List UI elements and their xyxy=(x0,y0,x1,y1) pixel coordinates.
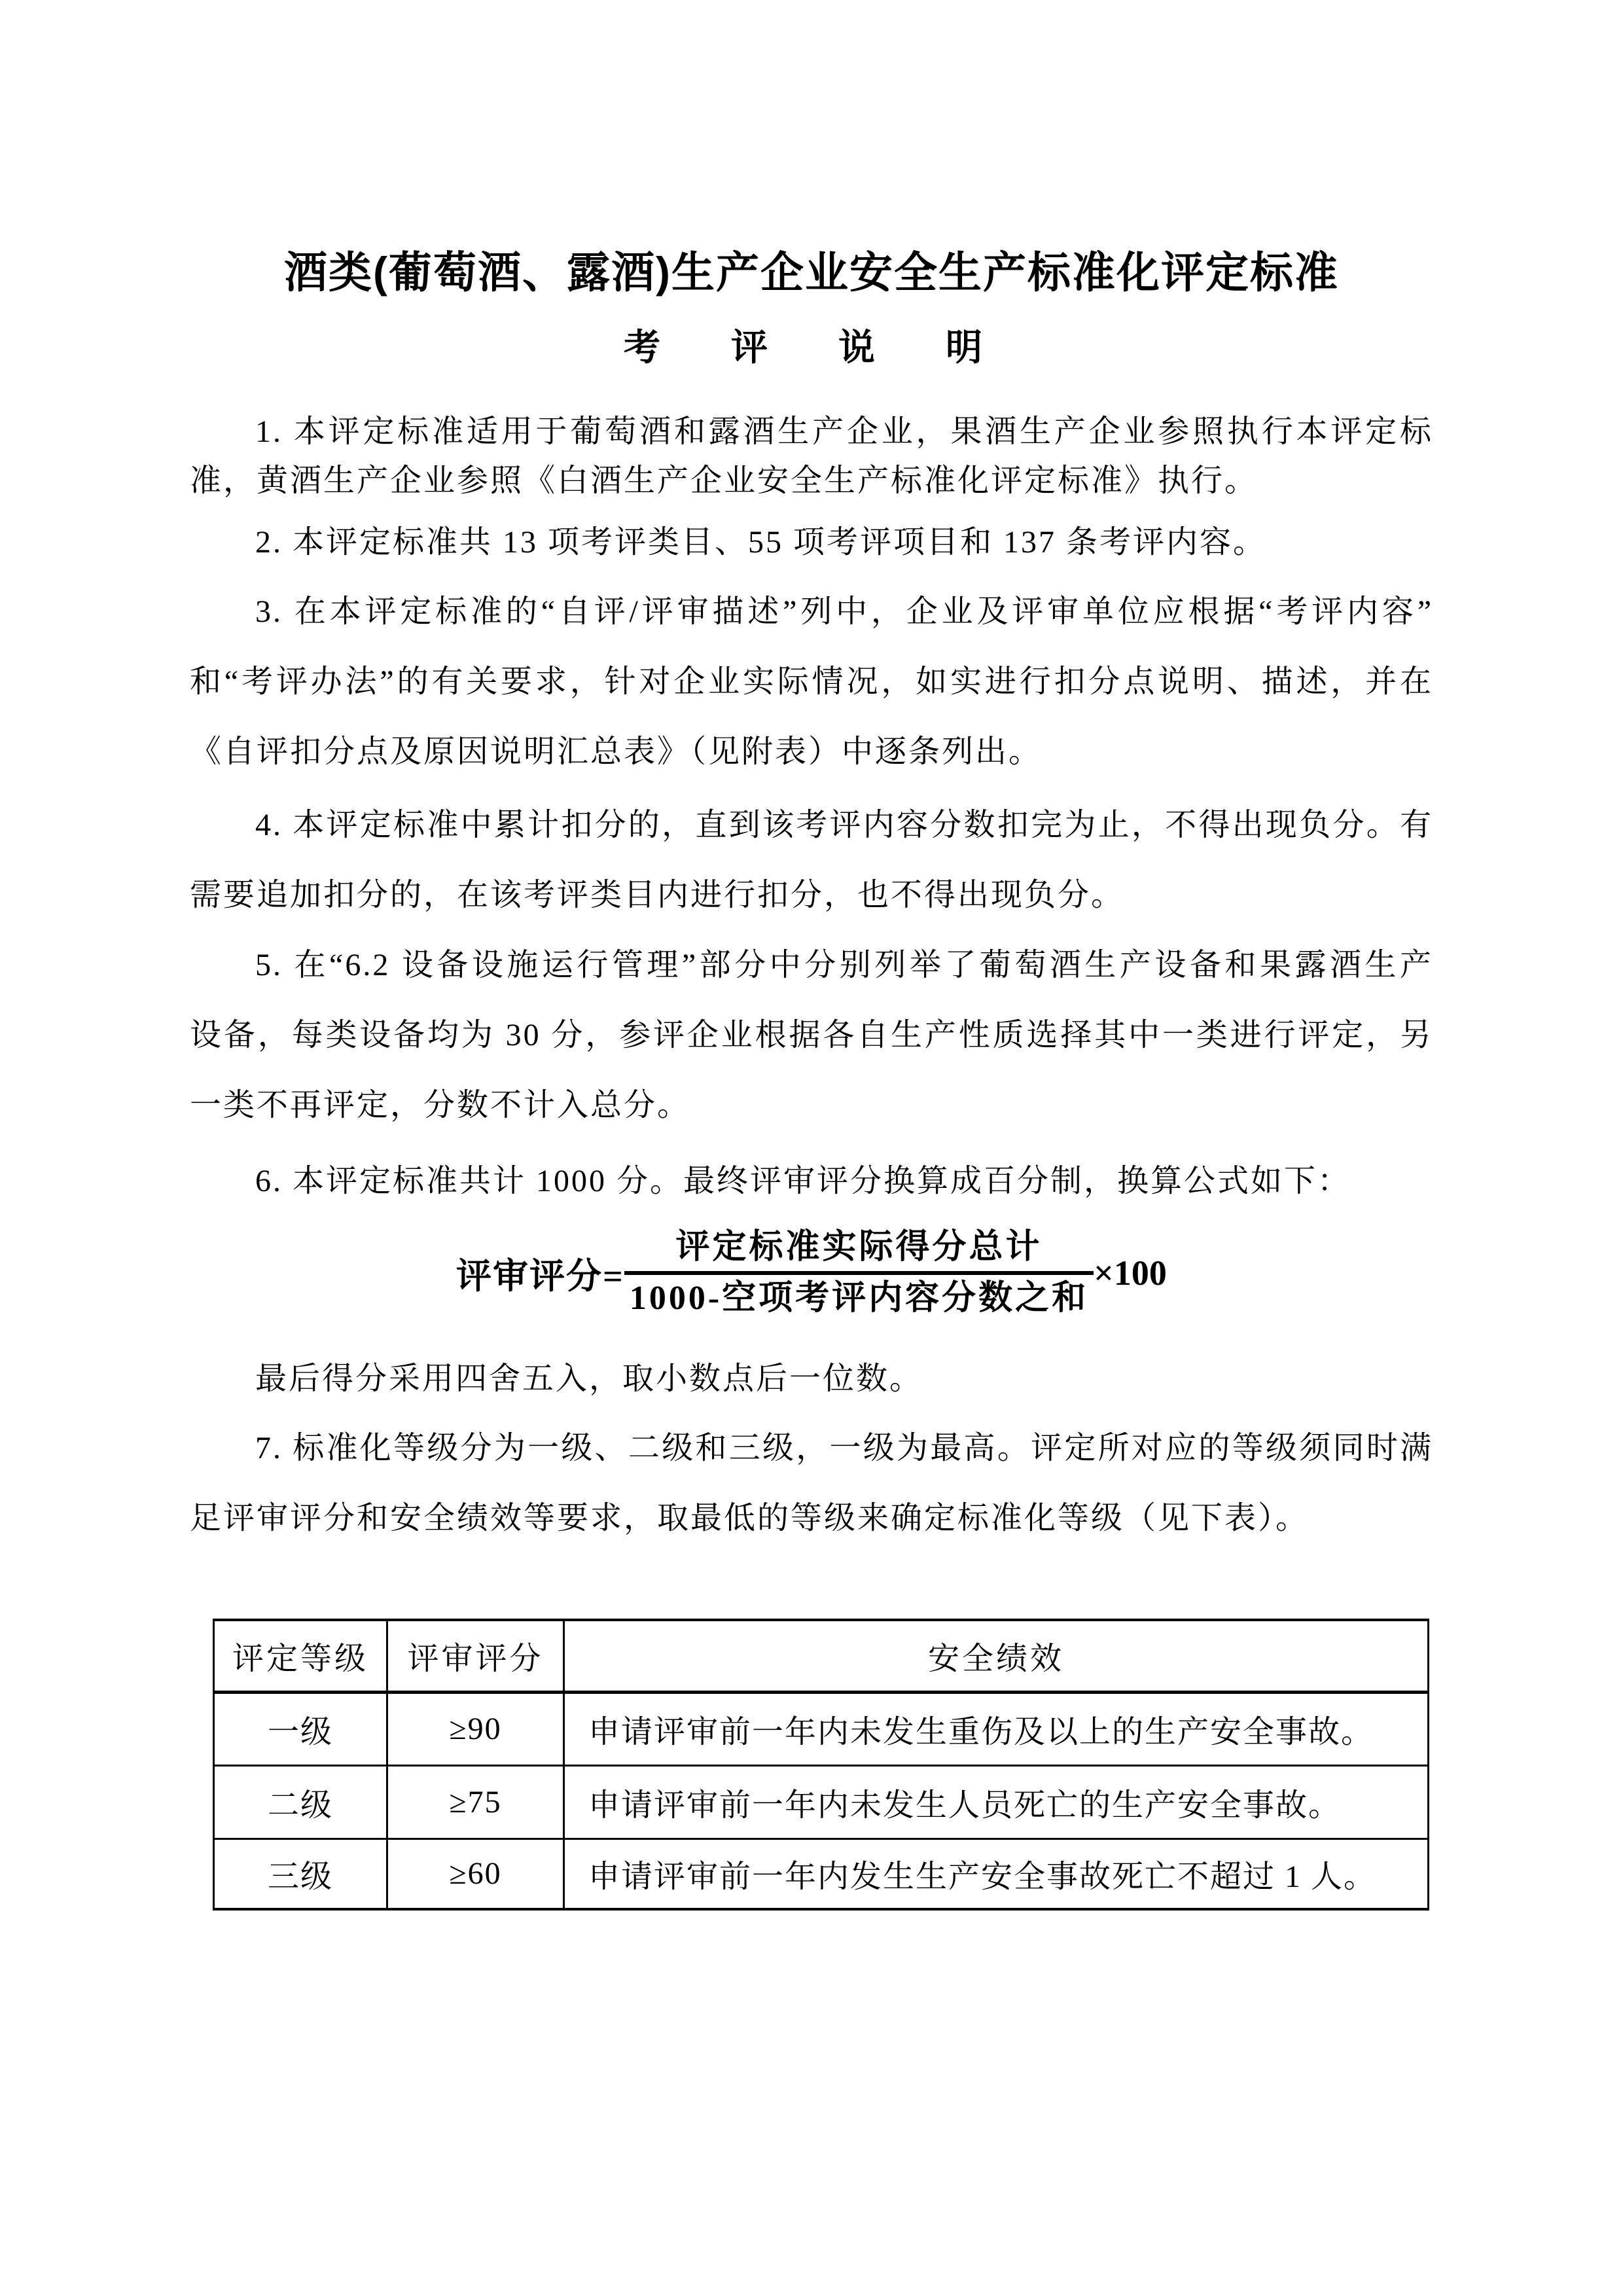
table-header-performance: 安全绩效 xyxy=(564,1620,1429,1692)
score-cell: ≥75 xyxy=(387,1765,564,1839)
paragraph-5 xyxy=(190,930,1433,1140)
paragraph-3-line-1: 3. 在本评定标准的“自评/评审描述”列中，企业及评审单位应根据“考评内容” xyxy=(255,594,1433,629)
grade-table xyxy=(213,1619,1429,1910)
grade-cell: 一级 xyxy=(214,1692,387,1765)
paragraph-1-line-2: 准，黄酒生产企业参照《白酒生产企业安全生产标准化评定标准》执行。 xyxy=(190,463,1258,498)
table-header-grade: 评定等级 xyxy=(214,1620,387,1692)
paragraph-3-line-2: 和“考评办法”的有关要求，针对企业实际情况，如实进行扣分点说明、描述，并在 xyxy=(190,664,1433,699)
paragraph-5-line-1: 5. 在“6.2 设备设施运行管理”部分中分别列举了葡萄酒生产设备和果露酒生产 xyxy=(255,948,1433,982)
table-row xyxy=(214,1839,1429,1909)
formula-fraction xyxy=(624,1224,1094,1322)
rounding-note xyxy=(190,1344,1433,1414)
paragraph-7 xyxy=(190,1413,1433,1553)
grade-cell: 二级 xyxy=(214,1765,387,1839)
paragraph-4 xyxy=(190,790,1433,930)
paragraph-2-line-1: 2. 本评定标准共 13 项考评类目、55 项考评项目和 137 条考评内容。 xyxy=(255,525,1267,560)
paragraph-3-line-3: 《自评扣分点及原因说明汇总表》（见附表）中逐条列出。 xyxy=(190,734,1043,769)
formula-multiplier: ×100 xyxy=(1094,1253,1167,1293)
paragraph-5-line-2: 设备，每类设备均为 30 分，参评企业根据各自生产性质选择其中一类进行评定，另 xyxy=(190,1018,1433,1052)
table-row xyxy=(214,1765,1429,1839)
table-row xyxy=(214,1692,1429,1765)
paragraph-6-line-1: 6. 本评定标准共计 1000 分。最终评审评分换算成百分制，换算公式如下： xyxy=(255,1164,1351,1198)
paragraph-1-line-1: 1. 本评定标准适用于葡萄酒和露酒生产企业，果酒生产企业参照执行本评定标 xyxy=(255,414,1433,449)
paragraph-1 xyxy=(190,407,1433,505)
paragraph-5-line-3: 一类不再评定，分数不计入总分。 xyxy=(190,1088,691,1122)
page-title: 酒类(葡萄酒、露酒)生产企业安全生产标准化评定标准 xyxy=(284,248,1339,296)
paragraph-6 xyxy=(190,1146,1433,1216)
paragraph-7-line-2: 足评审评分和安全绩效等要求，取最低的等级来确定标准化等级（见下表）。 xyxy=(190,1501,1310,1535)
paragraph-3 xyxy=(190,577,1433,787)
paragraph-4-line-1: 4. 本评定标准中累计扣分的，直到该考评内容分数扣完为止，不得出现负分。有 xyxy=(255,808,1433,842)
formula-lhs: 评审评分= xyxy=(456,1256,624,1296)
paragraph-4-line-2: 需要追加扣分的，在该考评类目内进行扣分，也不得出现负分。 xyxy=(190,878,1125,912)
page-subtitle: 考 评 说 明 xyxy=(624,327,999,368)
performance-cell: 申请评审前一年内发生生产安全事故死亡不超过 1 人。 xyxy=(564,1839,1429,1909)
rounding-note-line: 最后得分采用四舍五入，取小数点后一位数。 xyxy=(255,1361,923,1396)
score-conversion-formula xyxy=(190,1208,1433,1338)
formula-numerator: 评定标准实际得分总计 xyxy=(675,1229,1043,1266)
formula-denominator: 1000-空项考评内容分数之和 xyxy=(629,1280,1089,1317)
score-cell: ≥60 xyxy=(387,1839,564,1909)
table-header-score: 评审评分 xyxy=(387,1620,564,1692)
paragraph-7-line-1: 7. 标准化等级分为一级、二级和三级，一级为最高。评定所对应的等级须同时满 xyxy=(255,1431,1433,1465)
grade-table-header-row xyxy=(214,1620,1429,1692)
score-cell: ≥90 xyxy=(387,1692,564,1765)
performance-cell: 申请评审前一年内未发生重伤及以上的生产安全事故。 xyxy=(564,1692,1429,1765)
grade-cell: 三级 xyxy=(214,1839,387,1909)
performance-cell: 申请评审前一年内未发生人员死亡的生产安全事故。 xyxy=(564,1765,1429,1839)
paragraph-2 xyxy=(190,518,1433,567)
